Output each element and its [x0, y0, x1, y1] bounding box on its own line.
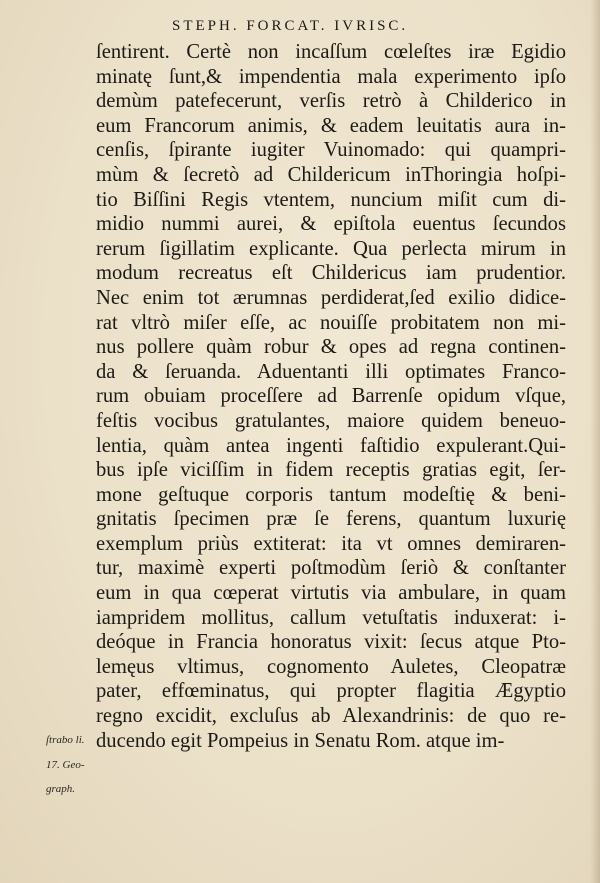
text-line: feſtis vocibus gratulantes, maiore quidem beneuo- — [96, 409, 566, 432]
margin-note-line: ſtrabo li. — [46, 734, 85, 746]
text-line: lentia, quàm antea ingenti faſtidio expulerant.Qui- — [96, 434, 566, 457]
page-edge-shadow — [590, 0, 600, 883]
text-line: ducendo egit Pompeius in Senatu Rom. atque im- — [96, 729, 505, 752]
text-line: midio nummi aurei, & epiſtola euentus ſecundos — [96, 213, 566, 236]
text-line: gnitatis ſpecimen præ ſe ferens, quantum luxurię — [96, 508, 566, 531]
text-line: ſentirent. Certè non incaſſum cœleſtes iræ Egidio — [96, 41, 566, 63]
text-line: cenſis, ſpirante iugiter Vuinomado: qui quampri- — [96, 139, 566, 162]
text-line: lemęus vltimus, cognomento Auletes, Cleopatræ — [96, 655, 566, 678]
text-line: rum obuiam proceſſere ad Barrenſe opidum vſque, — [96, 385, 566, 408]
margin-note-line: 17. Geo- — [46, 758, 85, 771]
text-line: minatę ſunt,& impendentia mala experimento ipſo — [96, 65, 566, 88]
text-line: mùm & ſecretò ad Childericum inThoringia hoſpi- — [96, 163, 566, 186]
text-line: tur, maximè experti poſtmodùm ſeriò & conſtanter — [96, 557, 566, 580]
text-line: iampridem mollitus, callum vetuſtatis induxerat: i- — [96, 606, 566, 629]
text-line: regno excidit, excluſus ab Alexandrinis: de quo re- — [96, 705, 566, 728]
text-line: nus pollere quàm robur & opes ad regna continen- — [96, 336, 566, 359]
text-line: tio Biſſini Regis vtentem, nuncium miſit cum di- — [96, 188, 566, 211]
text-line: mone geſtuque corporis tantum modeſtię & beni- — [96, 483, 566, 506]
text-line: demùm patefecerunt, verſis retrò à Childerico in — [96, 90, 566, 113]
text-line: rat vltrò miſer eſſe, ac nouiſſe probitatem non mi- — [96, 311, 566, 334]
text-line: bus ipſe viciſſim in fidem receptis gratias egit, ſer- — [96, 459, 566, 482]
text-line: Nec enim tot ærumnas perdiderat,ſed exilio didice- — [96, 286, 566, 309]
text-line: deóque in Francia honoratus vixit: ſecus atque Pto- — [96, 631, 566, 654]
margin-note-line: graph. — [46, 783, 76, 796]
text-line: eum Francorum animis, & eadem leuitatis aura in- — [96, 114, 566, 137]
text-line: exemplum priùs extiterat: ita vt omnes demiraren- — [96, 532, 566, 555]
text-line: rerum ſigillatim explicante. Qua perlecta mirum in — [96, 237, 566, 260]
margin-note — [46, 728, 98, 802]
running-head: STEPH. FORCAT. IVRISC. — [172, 18, 409, 34]
body-text — [96, 40, 566, 753]
text-line: da & ſeruanda. Aduentanti illi optimates Franco- — [96, 360, 566, 383]
text-line: eum in qua cœperat virtutis via ambulare, in quam — [96, 582, 566, 605]
text-line: modum recreatus eſt Childericus iam prudentior. — [96, 262, 566, 285]
text-line: pater, effœminatus, qui propter flagitia Ægyptio — [96, 680, 566, 703]
